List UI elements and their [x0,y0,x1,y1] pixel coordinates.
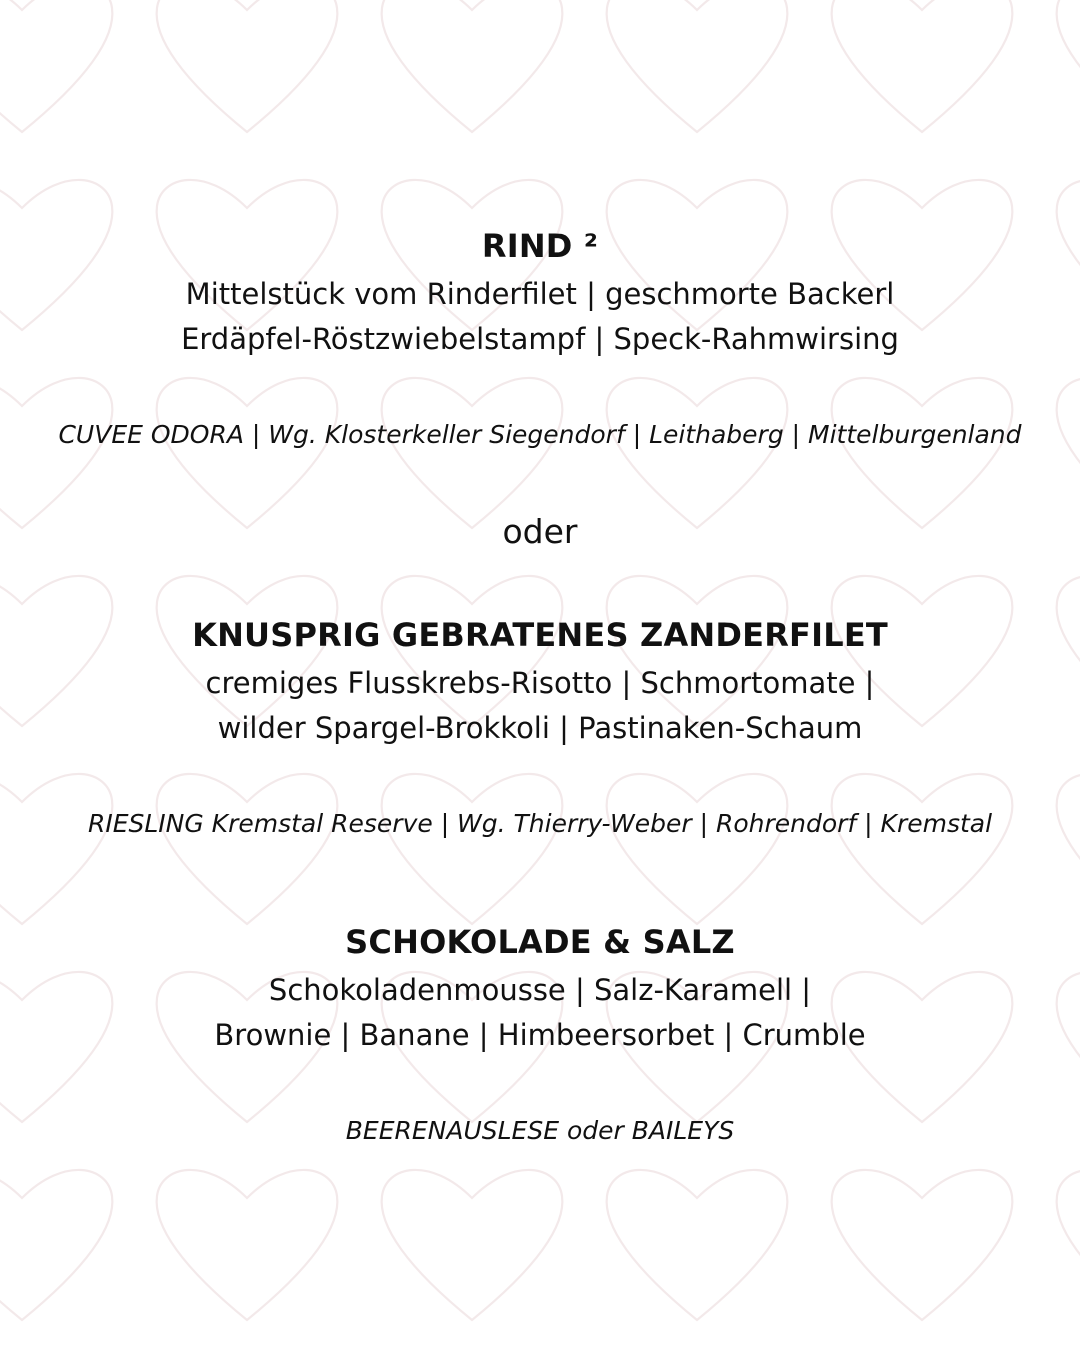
wine-pairing: RIESLING Kremstal Reserve | Wg. Thierry-Weber | Rohrendorf | Kremstal [87,809,993,838]
course-description-line: Brownie | Banane | Himbeersorbet | Crumble [214,1018,866,1052]
course-description-line: Mittelstück vom Rinderfilet | geschmorte Backerl [185,277,895,311]
course-title: KNUSPRIG GEBRATENES ZANDERFILET [192,616,888,654]
course-description-line: wilder Spargel-Brokkoli | Pastinaken-Schaum [217,711,863,745]
course-separator: oder [502,512,578,551]
course-title: SCHOKOLADE & SALZ [345,923,735,961]
wine-pairing: BEERENAUSLESE oder BAILEYS [345,1116,735,1145]
course-title: RIND ² [481,227,599,265]
course-description-line: Erdäpfel-Röstzwiebelstampf | Speck-Rahmwirsing [181,322,899,356]
course-description-line: Schokoladenmousse | Salz-Karamell | [268,973,812,1007]
wine-pairing: CUVEE ODORA | Wg. Klosterkeller Siegendorf | Leithaberg | Mittelburgenland [58,420,1022,449]
course-description-line: cremiges Flusskrebs-Risotto | Schmortomate | [205,666,875,700]
